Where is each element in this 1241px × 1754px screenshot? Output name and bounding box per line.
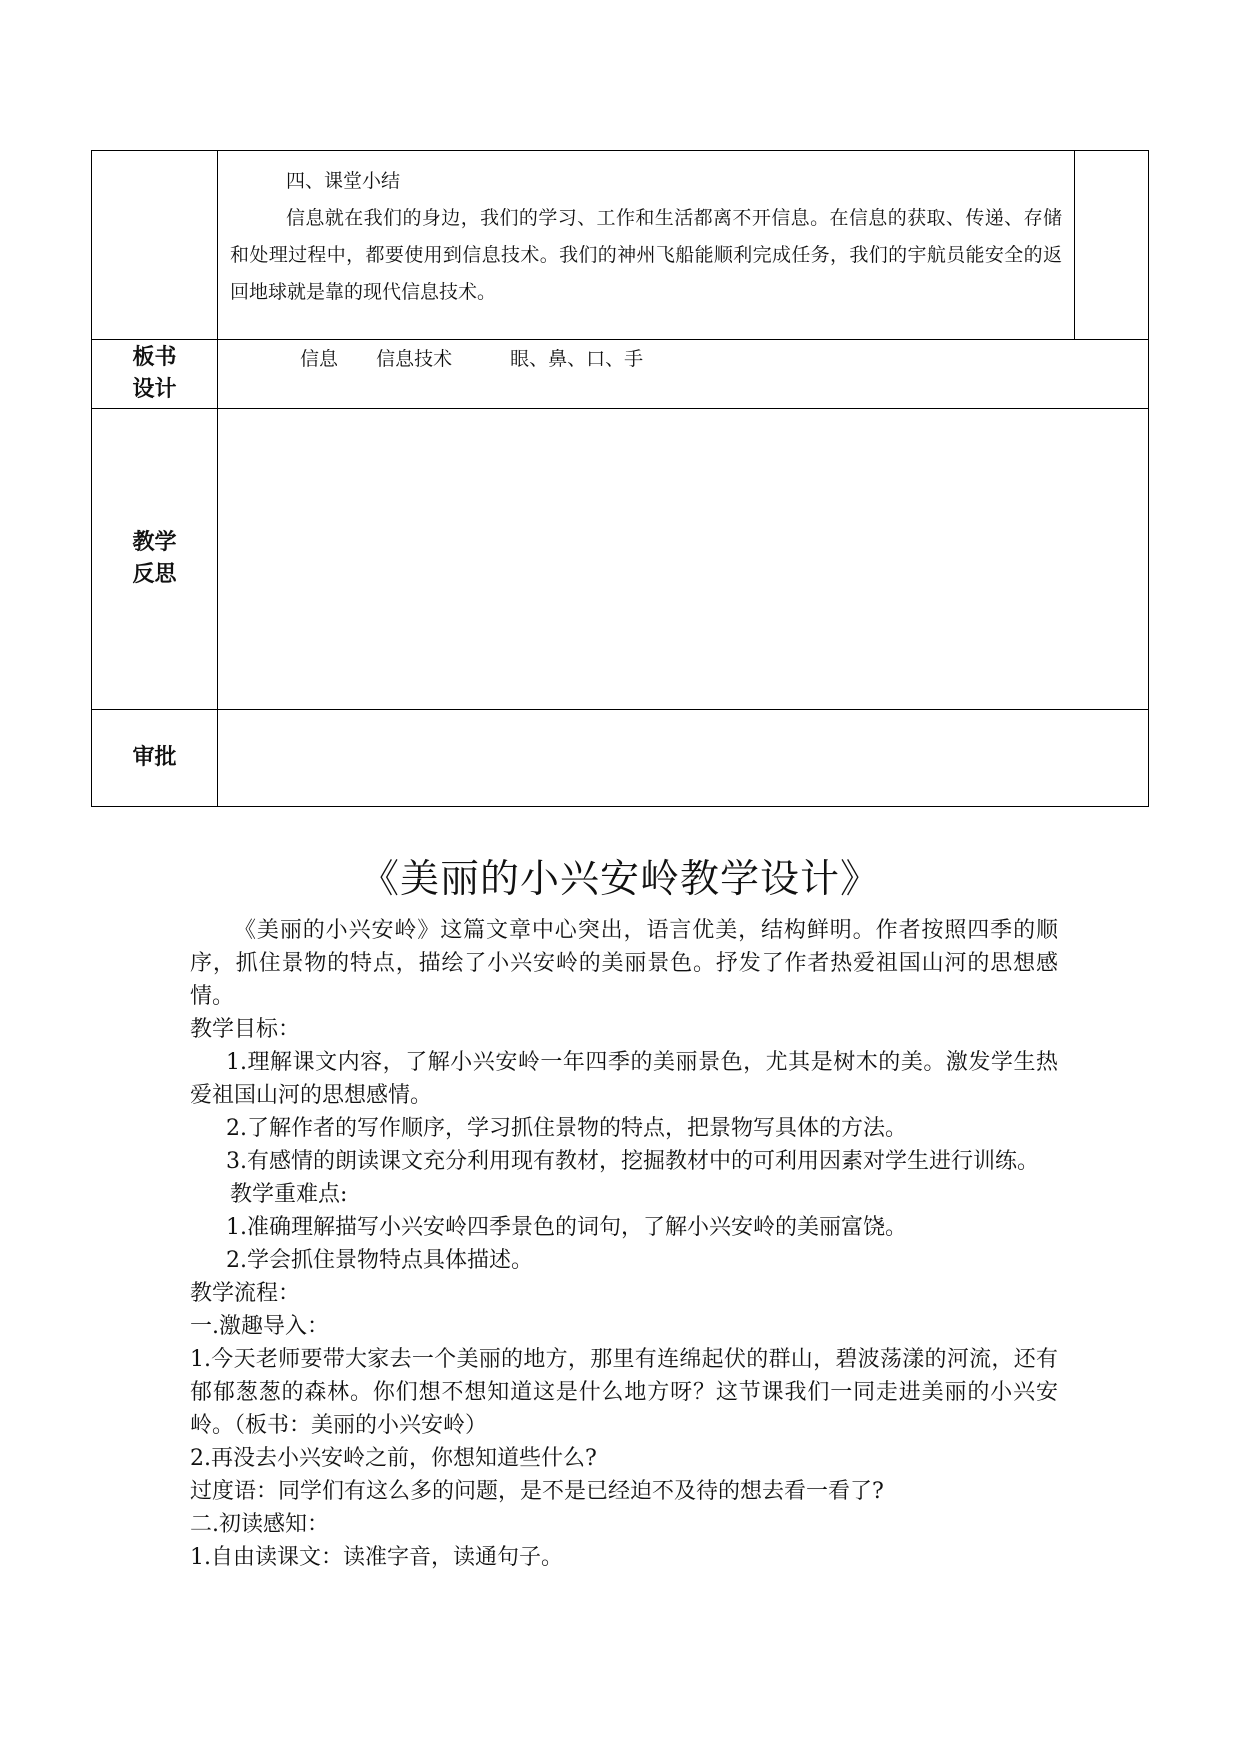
reflection-label-line2: 反思 — [132, 562, 177, 587]
process-heading: 教学流程： — [190, 1281, 301, 1306]
objective-item-3: 3.有感情的朗读课文充分利用现有教材，挖掘教材中的可利用因素对学生进行训练。 — [226, 1149, 1039, 1174]
reflection-row — [92, 409, 1149, 710]
board-label-line2: 设计 — [132, 377, 177, 402]
summary-cell — [218, 151, 1075, 340]
transition-text: 过度语：同学们有这么多的问题，是不是已经迫不及待的想去看一看了? — [190, 1479, 884, 1504]
objective-item-2: 2.了解作者的写作顺序，学习抓住景物的特点，把景物写具体的方法。 — [226, 1116, 907, 1141]
keypoint-item-1: 1.准确理解描写小兴安岭四季景色的词句，了解小兴安岭的美丽富饶。 — [226, 1215, 907, 1240]
summary-label-cell — [92, 151, 218, 340]
section2-heading: 二.初读感知： — [190, 1512, 329, 1537]
board-design-content — [218, 340, 1149, 409]
keypoints-heading: 教学重难点: — [230, 1182, 348, 1207]
reflection-label — [92, 409, 218, 710]
summary-row — [92, 151, 1149, 340]
board-item-1: 信息 — [300, 348, 339, 370]
reflection-content — [218, 409, 1149, 710]
board-design-row — [92, 340, 1149, 409]
objective-item-1: 1.理解课文内容，了解小兴安岭一年四季的美丽景色，尤其是树木的美。激发学生热爱祖国山河的思想感情。 — [190, 1050, 1058, 1108]
keypoint-item-2: 2.学会抓住景物特点具体描述。 — [226, 1248, 533, 1273]
board-item-3: 眼、鼻、口、手 — [510, 348, 644, 370]
summary-side-cell — [1075, 151, 1149, 340]
approval-row — [92, 710, 1149, 807]
section1-item-2: 2.再没去小兴安岭之前，你想知道些什么? — [190, 1446, 597, 1471]
board-item-2: 信息技术 — [376, 348, 453, 370]
document-title: 《美丽的小兴安岭教学设计》 — [359, 857, 880, 902]
approval-label: 审批 — [92, 710, 218, 807]
section2-item-1: 1.自由读课文：读准字音，读通句子。 — [190, 1545, 563, 1570]
section1-item-1: 1.今天老师要带大家去一个美丽的地方，那里有连绵起伏的群山，碧波荡漾的河流，还有郁郁葱葱的森林。你们想不想知道这是什么地方呀？这节课我们一同走进美丽的小兴安岭。（板书：美丽的小兴安岭） — [190, 1347, 1058, 1438]
document-body — [190, 914, 1058, 1574]
approval-content — [218, 710, 1149, 807]
summary-heading: 四、课堂小结 — [286, 170, 401, 192]
objectives-heading: 教学目标： — [190, 1017, 301, 1042]
board-label-line1: 板书 — [132, 345, 177, 370]
lesson-plan-table — [91, 150, 1149, 807]
section1-heading: 一.激趣导入： — [190, 1314, 329, 1339]
summary-paragraph: 信息就在我们的身边，我们的学习、工作和生活都离不开信息。在信息的获取、传递、存储和处理过程中，都要使用到信息技术。我们的神州飞船能顺利完成任务，我们的宇航员能安全的返回地球就是靠的现代信息技术。 — [230, 207, 1062, 303]
reflection-label-line1: 教学 — [132, 530, 177, 555]
board-design-label — [92, 340, 218, 409]
intro-paragraph: 《美丽的小兴安岭》这篇文章中心突出，语言优美，结构鲜明。作者按照四季的顺序，抓住景物的特点，描绘了小兴安岭的美丽景色。抒发了作者热爱祖国山河的思想感情。 — [190, 918, 1058, 1009]
